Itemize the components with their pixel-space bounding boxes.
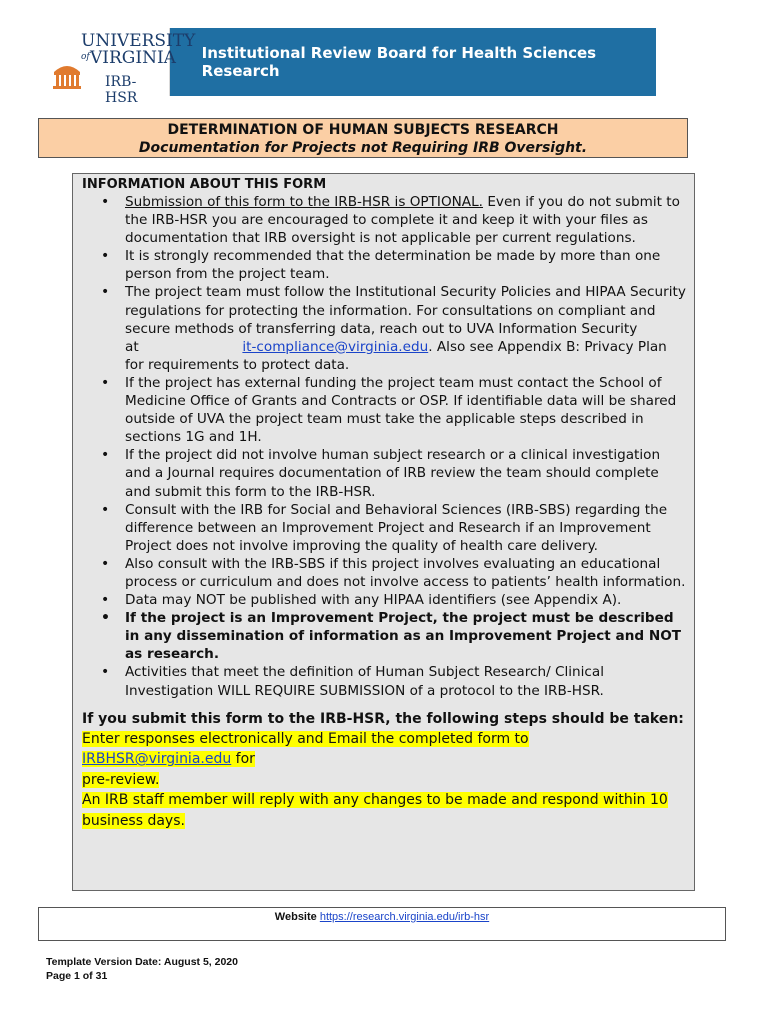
information-heading: INFORMATION ABOUT THIS FORM <box>82 177 327 192</box>
list-item: • Data may NOT be published with any HIPAA identifiers (see Appendix A). <box>125 591 694 609</box>
header-banner <box>45 28 656 106</box>
list-item: • If the project did not involve human subject research or a clinical investigation and a Journal requires documentation of IRB review the team should complete and submit this form to the IRB-HSR. <box>125 446 694 500</box>
optional-notice: Submission of this form to the IRB-HSR is OPTIONAL. <box>125 194 484 210</box>
website-label: Website <box>274 911 320 923</box>
list-item: • Consult with the IRB for Social and Behavioral Sciences (IRB-SBS) regarding the difference between an Improvement Project and Research if an Improvement Project does not involve improving the quality of health care delivery. <box>125 501 694 555</box>
list-item: • Activities that meet the definition of Human Subject Research/ Clinical Investigation WILL REQUIRE SUBMISSION of a protocol to the IRB-HSR. <box>125 663 694 699</box>
list-item-text: The project team must follow the Institutional Security Policies and HIPAA Security regulations for protecting the information. For consultations on compliant and secure methods of transferring data, reach out to UVA Information Security at <box>125 284 686 355</box>
irbhsr-email-wrap <box>82 751 255 767</box>
highlighted-text: An IRB staff member will reply with any changes to be made and respond within 10 business days. <box>82 792 668 829</box>
list-item-text: . Also see Appendix B: Privacy Plan for requirements to protect data. <box>125 338 667 373</box>
information-list <box>82 193 694 700</box>
list-item <box>125 193 694 247</box>
highlighted-text: pre-review. <box>82 771 160 788</box>
template-version-date: Template Version Date: August 5, 2020 <box>46 956 238 968</box>
footer <box>46 955 238 983</box>
highlighted-text: for <box>231 751 255 768</box>
form-subtitle: Documentation for Projects not Requiring IRB Oversight. <box>138 140 588 156</box>
information-box <box>72 173 695 891</box>
list-item: • If the project has external funding the project team must contact the School of Medicine Office of Grants and Contracts or OSP. If identifiable data will be shared outside of UVA the project team must take the applicable steps described in sections 1G and 1H. <box>125 374 694 446</box>
page-number: Page 1 of 31 <box>46 970 108 982</box>
logo-of-text: of <box>81 52 90 62</box>
list-item: • Also consult with the IRB-SBS if this project involves evaluating an educational process or curriculum and does not involve access to patients’ health information. <box>125 555 694 591</box>
irb-hsr-logo-text: IRB-HSR <box>105 74 138 106</box>
it-compliance-email-link[interactable]: it-compliance@virginia.edu <box>242 338 429 355</box>
form-title: DETERMINATION OF HUMAN SUBJECTS RESEARCH <box>167 122 559 138</box>
list-item <box>125 283 694 373</box>
university-logo-text: UNIVERSITY <box>81 31 196 51</box>
list-item-text: Even if you do not submit to the IRB-HSR you are encouraged to complete it and keep it with your files as documentation that IRB oversight is not applicable per current regulations. <box>125 194 680 247</box>
highlighted-text: Enter responses electronically and Email the completed form to <box>82 730 529 747</box>
list-item: • It is strongly recommended that the determination be made by more than one person from the project team. <box>125 247 694 283</box>
banner-title: Institutional Review Board for Health Sciences Research <box>201 44 597 80</box>
website-link[interactable]: https://research.virginia.edu/irb-hsr <box>319 911 490 923</box>
uva-irb-logo <box>45 28 196 106</box>
irbhsr-email-link[interactable]: IRBHSR@virginia.edu <box>82 751 232 768</box>
list-item: • If the project is an Improvement Project, the project must be described in any dissemination of information as an Improvement Project and NOT as research. <box>125 609 694 663</box>
website-box <box>38 907 726 941</box>
submission-heading: If you submit this form to the IRB-HSR, the following steps should be taken: <box>82 710 684 727</box>
form-title-box <box>38 118 688 158</box>
submission-instruction <box>82 728 694 831</box>
virginia-logo-text: VIRGINIA <box>90 48 176 68</box>
submission-steps <box>82 710 694 831</box>
rotunda-icon <box>51 58 83 90</box>
